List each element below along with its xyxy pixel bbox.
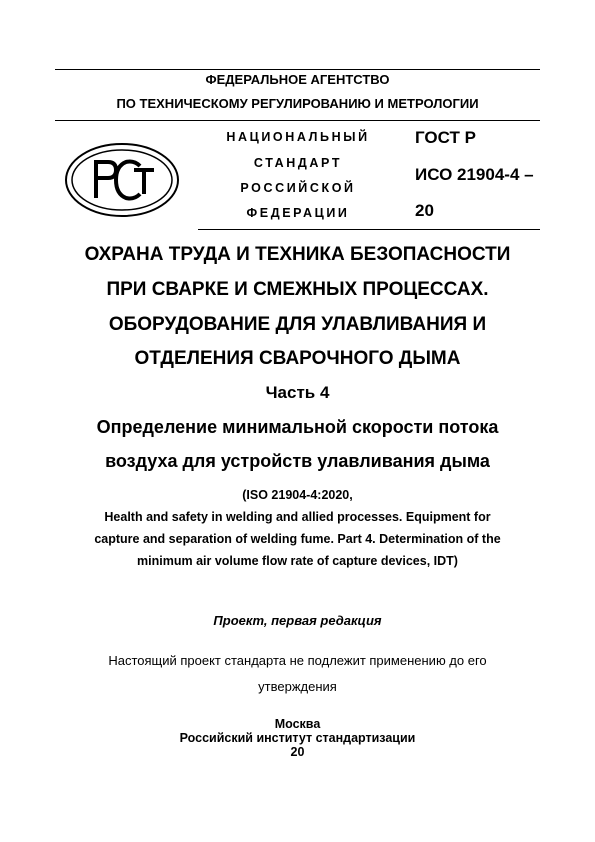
agency-line-1: ФЕДЕРАЛЬНОЕ АГЕНТСТВО <box>205 72 390 87</box>
notice-line-1: Настоящий проект стандарта не подлежит применению до его <box>108 653 487 668</box>
designation-line-1: ГОСТ Р <box>415 128 476 147</box>
title-line-2: ПРИ СВАРКЕ И СМЕЖНЫХ ПРОЦЕССАХ. <box>106 279 489 300</box>
title-line-3: ОБОРУДОВАНИЕ ДЛЯ УЛАВЛИВАНИЯ И <box>108 314 487 335</box>
top-rule <box>55 69 540 70</box>
designation-line-2: ИСО 21904-4 – <box>415 165 534 184</box>
standard-type-line-4: ФЕДЕРАЦИИ <box>246 206 350 220</box>
subtitle-line-1: Определение минимальной скорости потока <box>96 417 499 437</box>
header-rule <box>55 120 540 121</box>
title-line-4: ОТДЕЛЕНИЯ СВАРОЧНОГО ДЫМА <box>134 348 461 369</box>
title-line-1: ОХРАНА ТРУДА И ТЕХНИКА БЕЗОПАСНОСТИ <box>84 244 511 265</box>
designation-rule <box>198 229 540 230</box>
part-label: Часть 4 <box>265 383 330 402</box>
rst-logo-icon <box>62 140 182 220</box>
footer-year: 20 <box>290 745 305 759</box>
designation-line-3: 20 <box>415 201 434 220</box>
english-line-4: minimum air volume flow rate of capture devices, IDT) <box>137 554 458 568</box>
footer-institute: Российский институт стандартизации <box>179 731 416 745</box>
standard-type-line-1: НАЦИОНАЛЬНЫЙ <box>226 130 370 144</box>
standard-type-line-2: СТАНДАРТ <box>253 156 343 170</box>
english-line-3: capture and separation of welding fume. Part 4. Determination of the <box>94 532 501 546</box>
draft-label: Проект, первая редакция <box>213 613 382 628</box>
english-line-2: Health and safety in welding and allied processes. Equipment for <box>104 510 491 524</box>
subtitle-line-2: воздуха для устройств улавливания дыма <box>105 451 490 471</box>
standard-type-line-3: РОССИЙСКОЙ <box>240 181 356 195</box>
english-line-1: (ISO 21904-4:2020, <box>242 488 353 502</box>
footer-city: Москва <box>274 717 321 731</box>
agency-line-2: ПО ТЕХНИЧЕСКОМУ РЕГУЛИРОВАНИЮ И МЕТРОЛОГИИ <box>116 96 479 111</box>
notice-line-2: утверждения <box>258 679 337 694</box>
